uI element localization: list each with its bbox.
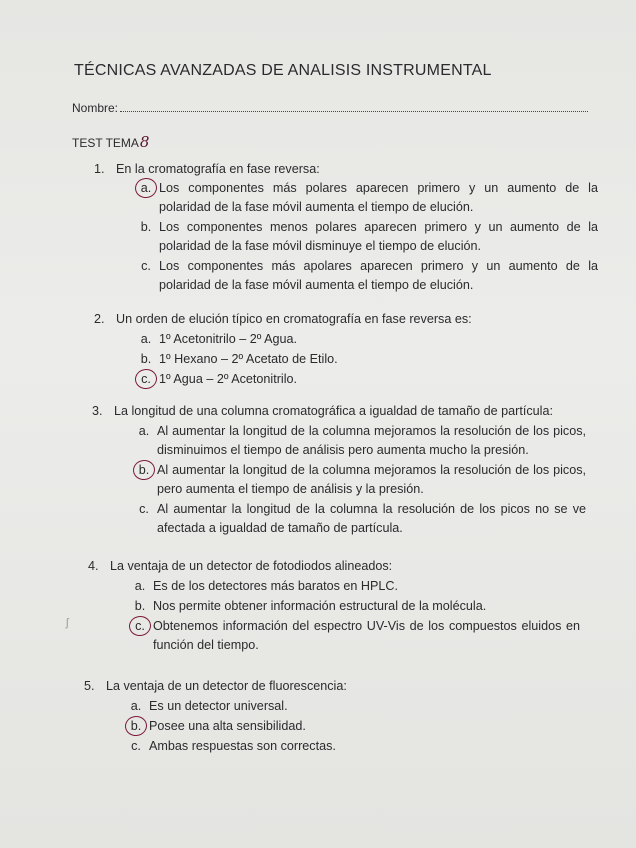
option-c — [141, 370, 598, 389]
answer-circle-mark: a. — [138, 179, 154, 198]
question-number: 2. — [94, 312, 105, 326]
option-a — [134, 577, 580, 596]
option-letter: a. — [134, 579, 146, 593]
option-a — [140, 179, 598, 217]
option-text: Nos permite obtener información estructural de la molécula. — [153, 599, 487, 613]
option-text: 1º Hexano – 2º Acetato de Etilo. — [159, 352, 338, 366]
question-stem: En la cromatografía en fase reversa: — [116, 162, 320, 176]
question-5 — [84, 677, 576, 756]
option-letter: c. — [131, 739, 141, 753]
option-b — [130, 717, 576, 736]
pencil-mark: ʃ — [66, 617, 69, 629]
option-c — [141, 257, 598, 295]
question-2 — [94, 310, 598, 389]
option-text: Obtenemos información del espectro UV-Vis de los compuestos eluidos en función del tiempo. — [153, 619, 580, 652]
option-letter: b. — [140, 352, 152, 366]
option-a — [138, 422, 586, 460]
option-text: Los componentes más polares aparecen primero y un aumento de la polaridad de la fase móvil aumenta el tiempo de elución. — [159, 181, 598, 214]
question-number: 5. — [84, 679, 95, 693]
option-text: Al aumentar la longitud de la columna mejoramos la resolución de los picos, pero aumenta el tiempo de análisis y la presión. — [157, 463, 586, 496]
option-letter: a. — [140, 332, 152, 346]
option-text: Los componentes más apolares aparecen primero y un aumento de la polaridad de la fase móvil aumenta el tiempo de elución. — [159, 259, 598, 292]
name-label: Nombre: — [72, 101, 119, 115]
option-b — [140, 218, 598, 256]
option-letter: b. — [140, 220, 152, 234]
name-field-row — [72, 101, 588, 115]
name-blank-line — [120, 101, 588, 112]
handwritten-test-number: 8 — [139, 133, 150, 151]
question-number: 1. — [94, 162, 105, 176]
question-number: 3. — [92, 404, 103, 418]
question-stem: La ventaja de un detector de fluorescencia: — [106, 679, 347, 693]
option-text: Al aumentar la longitud de la columna la resolución de los picos no se ve afectada a igualdad de tamaño de partícula. — [157, 502, 586, 535]
option-c — [139, 500, 586, 538]
test-header — [72, 133, 149, 151]
answer-circle-mark: b. — [136, 461, 152, 480]
option-text: Posee una alta sensibilidad. — [149, 719, 306, 733]
option-a — [140, 330, 598, 349]
option-letter: a. — [130, 699, 142, 713]
option-c — [135, 617, 580, 655]
test-label: TEST TEMA — [72, 136, 139, 150]
option-b — [140, 350, 598, 369]
option-text: Ambas respuestas son correctas. — [149, 739, 336, 753]
answer-circle-mark: c. — [138, 370, 154, 389]
question-1 — [94, 160, 598, 295]
option-text: 1º Acetonitrilo – 2º Agua. — [159, 332, 298, 346]
question-number: 4. — [88, 559, 99, 573]
option-text: Es de los detectores más baratos en HPLC. — [153, 579, 399, 593]
option-c — [131, 737, 576, 756]
option-text: Es un detector universal. — [149, 699, 288, 713]
option-letter: c. — [141, 259, 151, 273]
option-letter: a. — [138, 424, 150, 438]
option-letter: c. — [139, 502, 149, 516]
option-text: Los componentes menos polares aparecen primero y un aumento de la polaridad de la fase móvil disminuye el tiempo de elución. — [159, 220, 598, 253]
option-b — [138, 461, 586, 499]
option-text: 1º Agua – 2º Acetonitrilo. — [159, 372, 298, 386]
option-b — [134, 597, 580, 616]
option-letter: b. — [134, 599, 146, 613]
page-title: TÉCNICAS AVANZADAS DE ANALISIS INSTRUMENTAL — [74, 62, 492, 79]
option-text: Al aumentar la longitud de la columna mejoramos la resolución de los picos, disminuimos el tiempo de análisis pero aumenta mucho la presión. — [157, 424, 586, 457]
answer-circle-mark: b. — [128, 717, 144, 736]
question-stem: La longitud de una columna cromatográfica a igualdad de tamaño de partícula: — [114, 404, 553, 418]
question-4 — [88, 557, 580, 655]
question-stem: La ventaja de un detector de fotodiodos alineados: — [110, 559, 393, 573]
question-3 — [92, 402, 586, 538]
question-stem: Un orden de elución típico en cromatografía en fase reversa es: — [116, 312, 472, 326]
answer-circle-mark: c. — [132, 617, 148, 636]
option-a — [130, 697, 576, 716]
